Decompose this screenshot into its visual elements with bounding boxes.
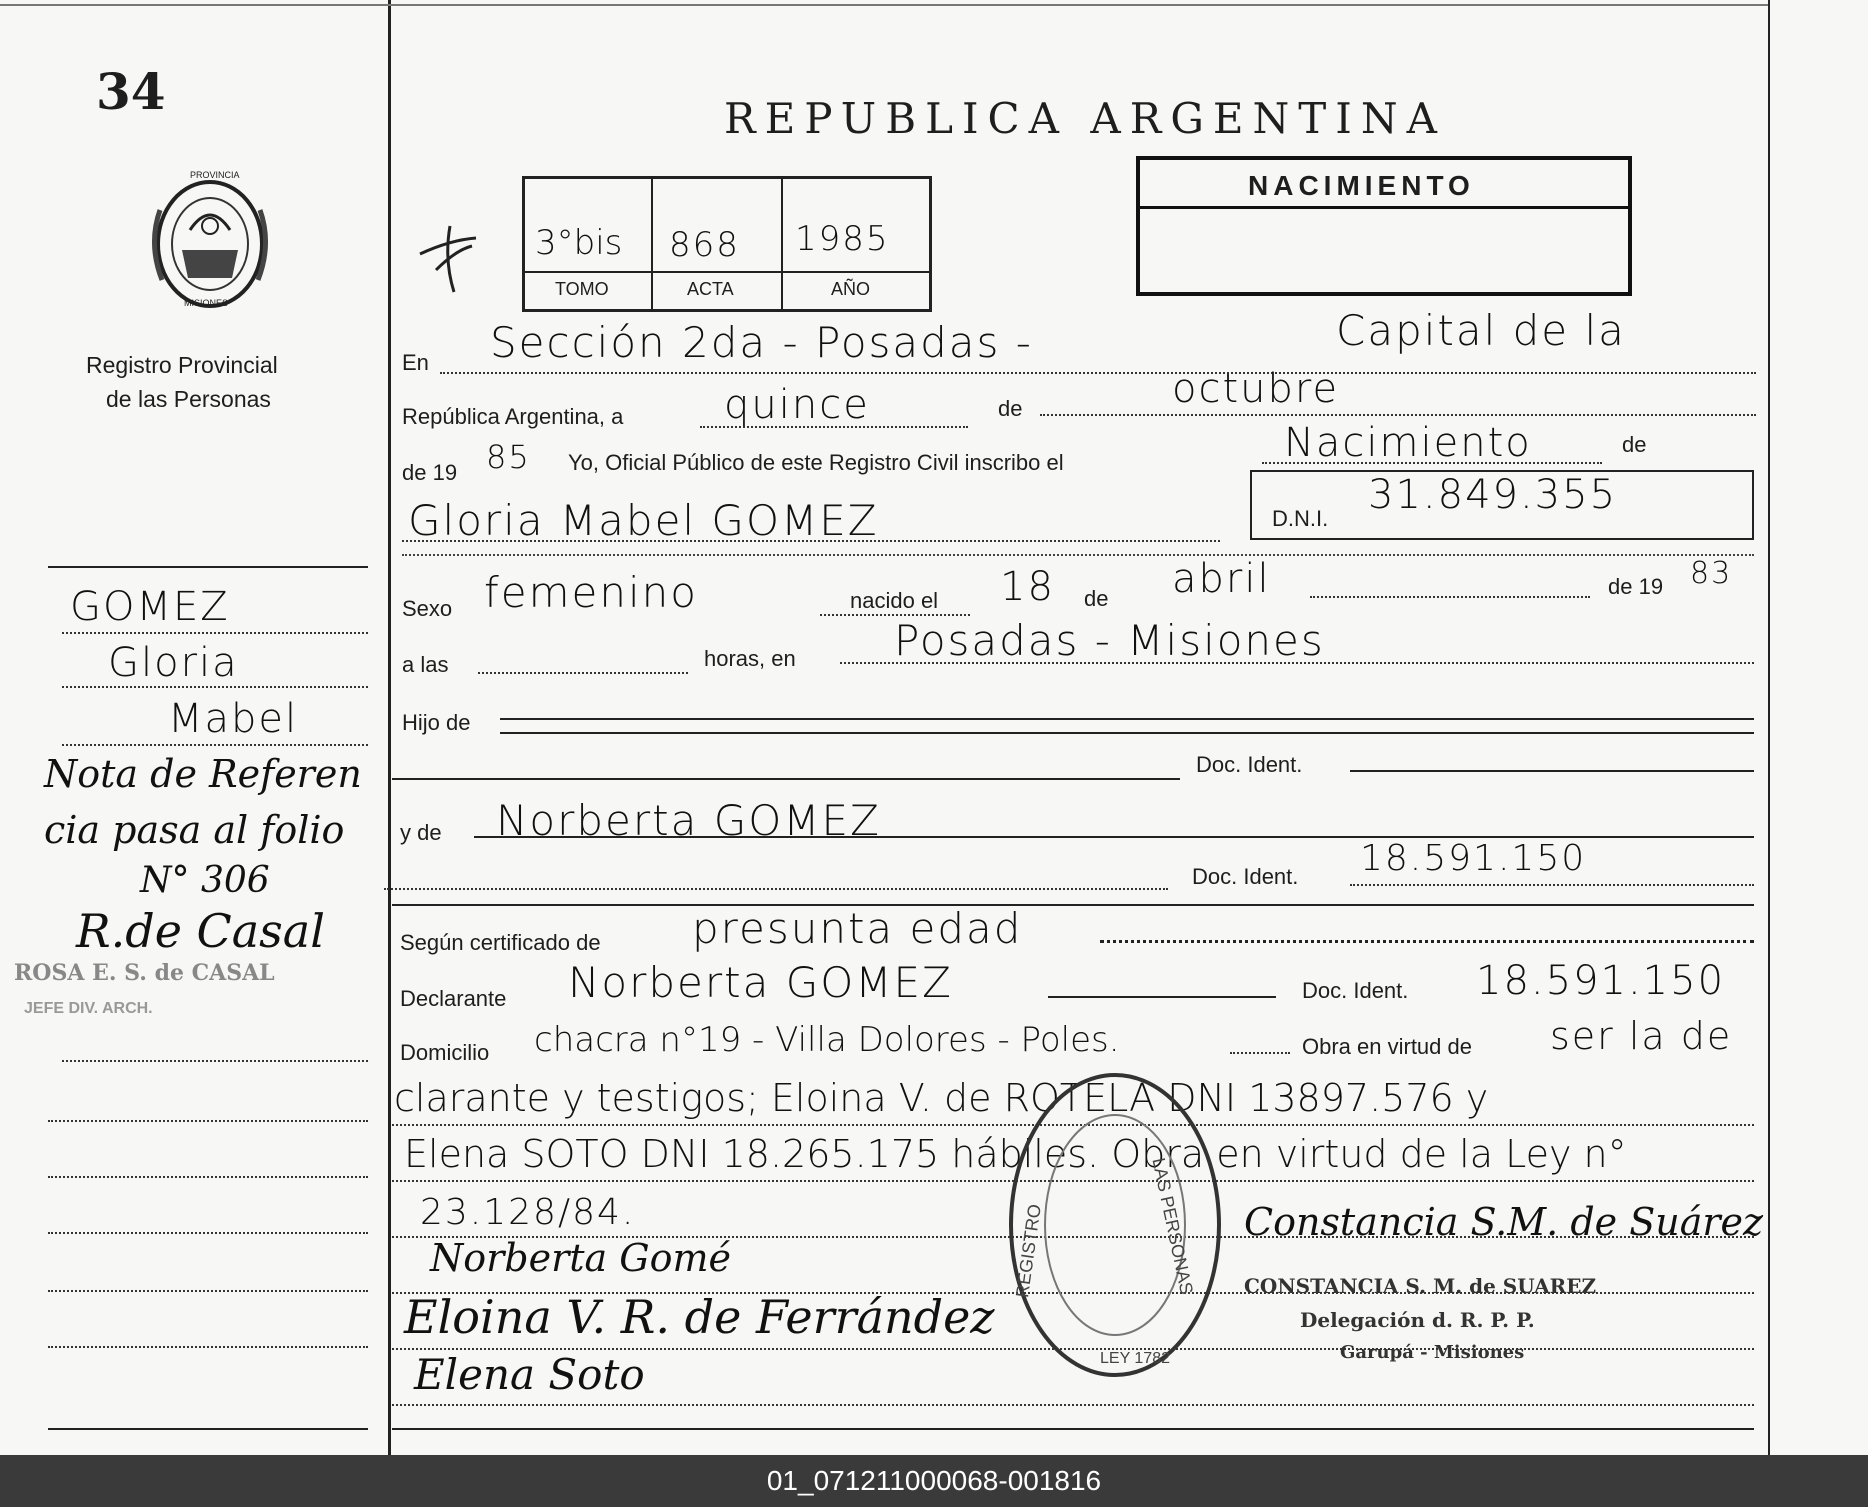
continuation-line-1: clarante y testigos; Eloina V. de ROTELA DNI 13897.576 y (394, 1076, 1489, 1120)
de-label-1: de (998, 396, 1023, 421)
left-footer-rule (48, 1428, 368, 1430)
de-label-2: de (1622, 432, 1647, 457)
domicilio-label: Domicilio (400, 1040, 490, 1065)
top-edge (0, 4, 1768, 6)
margin-stamp-line-2: JEFE DIV. ARCH. (24, 1000, 153, 1017)
line (392, 778, 1180, 780)
margin-signature: R.de Casal (76, 904, 325, 958)
line (478, 672, 688, 674)
line (500, 732, 1754, 734)
line (1040, 414, 1756, 416)
line (500, 718, 1754, 720)
registry-name-line1: Registro Provincial (86, 352, 278, 378)
round-stamp-left: REGISTRO (1012, 1202, 1045, 1299)
doc-ident-label-1: Doc. Ident. (1196, 752, 1303, 777)
en-label: En (402, 350, 429, 375)
birth-type-box (1136, 156, 1632, 296)
line (1048, 996, 1276, 998)
dni-value: 31.849.355 (1368, 472, 1618, 518)
margin-line (48, 1176, 368, 1178)
margin-surname: GOMEZ (70, 584, 230, 630)
mother-doc: 18.591.150 (1360, 838, 1587, 879)
line (700, 426, 968, 428)
declarante-value: Norberta GOMEZ (568, 958, 953, 1007)
margin-given-name-2: Mabel (168, 696, 299, 742)
continuation-line-2: Elena SOTO DNI 18.265.175 hábiles. Obra en virtud de la Ley n° (404, 1132, 1627, 1176)
mother-name: Norberta GOMEZ (496, 796, 881, 845)
birth-year: 83 (1690, 556, 1733, 591)
official-signature: Constancia S.M. de Suárez (1244, 1200, 1764, 1244)
margin-note-line-1: Nota de Referen (44, 752, 362, 796)
margin-line (62, 686, 368, 688)
official-text: Yo, Oficial Público de este Registro Civil inscribo el (568, 450, 1064, 475)
left-header-rule (48, 566, 368, 568)
round-stamp-bottom: LEY 1782 (1100, 1350, 1170, 1367)
official-stamp-line-1: CONSTANCIA S. M. de SUAREZ (1244, 1274, 1597, 1298)
birth-month: abril (1172, 556, 1271, 602)
margin-line (62, 1060, 368, 1062)
margin-line (48, 1120, 368, 1122)
tomo-label: TOMO (555, 279, 609, 299)
section-value: Sección 2da - Posadas - (490, 318, 1033, 367)
margin-line (48, 1346, 368, 1348)
line (1350, 884, 1754, 886)
signature-witness-2: Elena Soto (414, 1350, 645, 1399)
line (402, 540, 1220, 542)
domicilio-value: chacra n°19 - Villa Dolores - Poles. (534, 1020, 1120, 1060)
margin-line (62, 744, 368, 746)
ano-label: AÑO (831, 279, 871, 299)
page-number: 34 (96, 62, 166, 121)
tomo-value: 3°bis (535, 223, 623, 263)
signature-witness-1: Eloina V. R. de Ferrández (404, 1290, 995, 1344)
ano-value: 1985 (795, 219, 890, 259)
registrant-name: Gloria Mabel GOMEZ (408, 496, 879, 545)
margin-line (48, 1232, 368, 1234)
line (392, 1404, 1754, 1406)
margin-stamp-line-1: ROSA E. S. de CASAL (14, 960, 275, 986)
margin-given-name-1: Gloria (108, 640, 239, 686)
republica-label: República Argentina, a (402, 404, 624, 429)
act-type-value: Nacimiento (1284, 420, 1532, 466)
declarante-label: Declarante (400, 986, 507, 1011)
birth-day: 18 (1000, 564, 1055, 610)
line (440, 372, 1756, 374)
yde-label: y de (400, 820, 442, 845)
alas-label: a las (402, 652, 449, 677)
acta-value: 868 (669, 225, 740, 265)
row-divider (402, 554, 1754, 556)
left-column-divider (388, 0, 391, 1455)
obra-value: ser la de (1550, 1014, 1733, 1058)
obra-label: Obra en virtud de (1302, 1034, 1472, 1059)
margin-note-line-2: cia pasa al folio (44, 808, 345, 852)
line (1350, 770, 1754, 772)
declarante-doc: 18.591.150 (1476, 958, 1726, 1004)
official-stamp-line-2: Delegación d. R. P. P. (1300, 1308, 1535, 1332)
registry-name-line2: de las Personas (106, 386, 271, 412)
acta-label: ACTA (687, 279, 734, 299)
seal-top-text: PROVINCIA (190, 170, 240, 180)
margin-note-line-3: N° 306 (140, 860, 270, 901)
continuation-line-3: 23.128/84. (420, 1192, 636, 1233)
bottom-rule (392, 1428, 1754, 1430)
year-prefix: de 19 (402, 460, 458, 485)
seal-bottom-text: MISIONES (184, 298, 229, 308)
signature-declarante: Norberta Gomé (430, 1236, 732, 1280)
nacido-label: nacido el (850, 588, 939, 613)
sexo-label: Sexo (402, 596, 453, 621)
dni-label: D.N.I. (1272, 506, 1329, 531)
line (1100, 940, 1754, 943)
hijo-label: Hijo de (402, 710, 471, 735)
line (384, 888, 1168, 890)
de-label-3: de (1084, 586, 1109, 611)
horas-label: horas, en (704, 646, 796, 671)
birth-year-prefix: de 19 (1608, 574, 1664, 599)
line (1310, 596, 1590, 598)
country-title: REPUBLICA ARGENTINA (724, 94, 1446, 143)
line (840, 662, 1754, 664)
section-value-2: Capital de la (1336, 306, 1626, 355)
birth-type-title: NACIMIENTO (1248, 170, 1475, 201)
year-value: 85 (486, 438, 531, 476)
document-code-footer: 01_071211000068-001816 (0, 1455, 1868, 1507)
index-box (522, 176, 932, 312)
margin-line (48, 1290, 368, 1292)
month-value: octubre (1172, 366, 1340, 412)
margin-line (62, 632, 368, 634)
certificate-value: presunta edad (692, 904, 1023, 953)
round-stamp-top: LAS PERSONAS (1148, 1156, 1197, 1297)
line (1230, 1052, 1290, 1054)
check-mark-icon (410, 220, 490, 300)
day-value: quince (724, 382, 870, 428)
sex-value: femenino (484, 568, 698, 617)
line (1262, 462, 1602, 464)
doc-ident-label-2: Doc. Ident. (1192, 864, 1299, 889)
row-divider (392, 904, 1754, 906)
segun-label: Según certificado de (400, 930, 601, 955)
doc-ident-label-3: Doc. Ident. (1302, 978, 1409, 1003)
right-page-edge (1768, 0, 1770, 1455)
official-stamp-line-3: Garupá - Misiones (1340, 1342, 1525, 1363)
birth-place: Posadas - Misiones (894, 616, 1325, 665)
